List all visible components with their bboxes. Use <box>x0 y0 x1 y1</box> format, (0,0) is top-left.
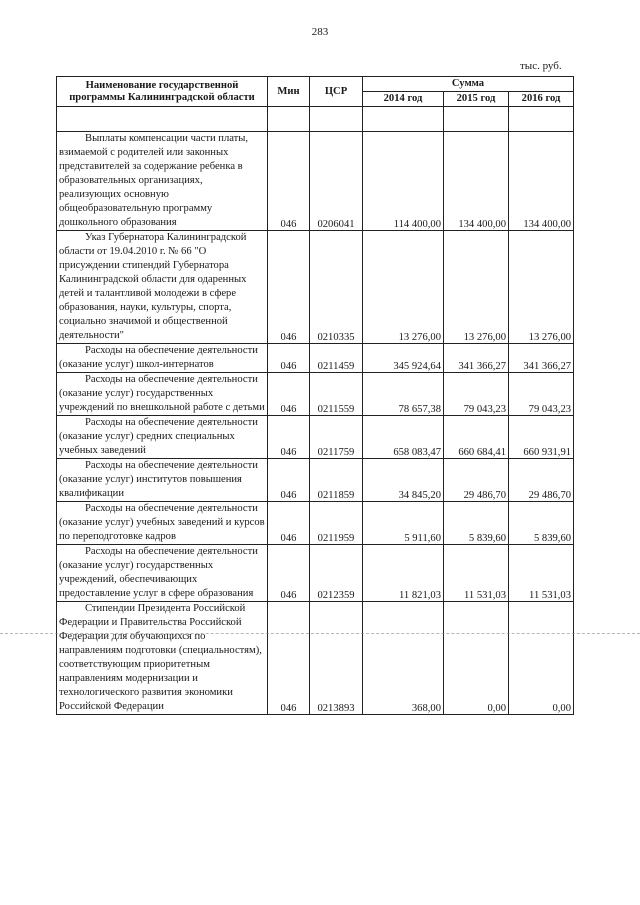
row-name-text: Расходы на обеспечение деятельности (оказание услуг) школ-интернатов <box>59 345 258 370</box>
table-row <box>57 502 574 545</box>
row-name-text: Стипендии Президента Российской Федерации и Правительства Российской Федерации для обучающихся по направлениям подготовки (специальностям), соответствующим приоритетным направлениям модернизации и технологического развития экономики Российской Федерации <box>59 603 262 712</box>
row-name-cell <box>57 502 268 545</box>
row-name-text: Указ Губернатора Калининградской области от 19.04.2010 г. № 66 "О присуждении стипендий Губернатора Калининградской области для одаренных детей и талантливой молодежи в сфере образования, науки, культуры, спорта, социально значимой и общественной деятельности" <box>59 232 247 341</box>
units-label: тыс. руб. <box>520 60 562 72</box>
table-body <box>57 107 574 715</box>
row-name-text: Расходы на обеспечение деятельности (оказание услуг) государственных учреждений, обеспечивающих предоставление услуг в сфере образования <box>59 546 258 599</box>
header-year-2014: 2014 год <box>363 92 444 107</box>
row-ministry-cell: 046 <box>268 545 310 602</box>
row-ministry-cell: 046 <box>268 373 310 416</box>
row-name-cell <box>57 459 268 502</box>
header-year-2015: 2015 год <box>444 92 509 107</box>
row-2016-cell: 11 531,03 <box>509 545 574 602</box>
scan-artifact-line <box>0 633 640 634</box>
row-csr-cell: 0211959 <box>310 502 363 545</box>
row-2014-cell: 13 276,00 <box>363 231 444 344</box>
header-year-2016: 2016 год <box>509 92 574 107</box>
row-2015-cell: 29 486,70 <box>444 459 509 502</box>
row-csr-cell: 0213893 <box>310 602 363 715</box>
table-row <box>57 344 574 373</box>
row-2015-cell: 13 276,00 <box>444 231 509 344</box>
row-name-text: Расходы на обеспечение деятельности (оказание услуг) учебных заведений и курсов по переподготовке кадров <box>59 503 265 542</box>
header-sum: Сумма <box>363 77 574 92</box>
table-row <box>57 459 574 502</box>
row-ministry-cell: 046 <box>268 231 310 344</box>
row-name-cell <box>57 545 268 602</box>
table-row <box>57 132 574 231</box>
row-csr-cell: 0211859 <box>310 459 363 502</box>
table-row <box>57 231 574 344</box>
row-2015-cell: 341 366,27 <box>444 344 509 373</box>
header-csr: ЦСР <box>310 77 363 107</box>
row-ministry-cell: 046 <box>268 416 310 459</box>
row-2016-cell: 341 366,27 <box>509 344 574 373</box>
header-name: Наименование государственной программы Калининградской области <box>57 77 268 107</box>
row-2016-cell: 5 839,60 <box>509 502 574 545</box>
row-csr-cell: 0206041 <box>310 132 363 231</box>
row-ministry-cell: 046 <box>268 344 310 373</box>
row-2014-cell: 11 821,03 <box>363 545 444 602</box>
row-ministry-cell: 046 <box>268 602 310 715</box>
row-2014-cell: 114 400,00 <box>363 132 444 231</box>
row-2016-cell: 13 276,00 <box>509 231 574 344</box>
row-name-text: Расходы на обеспечение деятельности (оказание услуг) государственных учреждений по внешкольной работе с детьми <box>59 374 265 413</box>
blank-row <box>57 107 574 132</box>
row-2014-cell: 368,00 <box>363 602 444 715</box>
row-csr-cell: 0210335 <box>310 231 363 344</box>
row-2015-cell: 11 531,03 <box>444 545 509 602</box>
row-2016-cell: 29 486,70 <box>509 459 574 502</box>
row-csr-cell: 0211559 <box>310 373 363 416</box>
row-name-text: Расходы на обеспечение деятельности (оказание услуг) институтов повышения квалификации <box>59 460 258 499</box>
row-2016-cell: 660 931,91 <box>509 416 574 459</box>
row-2015-cell: 0,00 <box>444 602 509 715</box>
row-2014-cell: 78 657,38 <box>363 373 444 416</box>
row-2016-cell: 134 400,00 <box>509 132 574 231</box>
row-2015-cell: 5 839,60 <box>444 502 509 545</box>
row-ministry-cell: 046 <box>268 502 310 545</box>
row-2014-cell: 34 845,20 <box>363 459 444 502</box>
row-csr-cell: 0211759 <box>310 416 363 459</box>
header-ministry: Мин <box>268 77 310 107</box>
row-name-cell <box>57 416 268 459</box>
row-name-cell <box>57 373 268 416</box>
row-name-text: Выплаты компенсации части платы, взимаемой с родителей или законных представителей за содержание ребенка в образовательных организациях, реализующих основную общеобразовательную программу дошкольного образования <box>59 133 249 228</box>
row-name-cell <box>57 344 268 373</box>
table-row <box>57 373 574 416</box>
row-ministry-cell: 046 <box>268 132 310 231</box>
row-2016-cell: 0,00 <box>509 602 574 715</box>
page-number: 283 <box>311 26 329 38</box>
row-2016-cell: 79 043,23 <box>509 373 574 416</box>
row-csr-cell: 0211459 <box>310 344 363 373</box>
row-name-cell <box>57 132 268 231</box>
table-row <box>57 416 574 459</box>
row-2014-cell: 658 083,47 <box>363 416 444 459</box>
row-csr-cell: 0212359 <box>310 545 363 602</box>
row-2014-cell: 5 911,60 <box>363 502 444 545</box>
row-name-text: Расходы на обеспечение деятельности (оказание услуг) средних специальных учебных заведений <box>59 417 258 456</box>
row-name-cell <box>57 602 268 715</box>
budget-table <box>56 76 574 715</box>
row-2014-cell: 345 924,64 <box>363 344 444 373</box>
table-row <box>57 545 574 602</box>
table-row <box>57 602 574 715</box>
row-2015-cell: 134 400,00 <box>444 132 509 231</box>
row-2015-cell: 79 043,23 <box>444 373 509 416</box>
row-name-cell <box>57 231 268 344</box>
row-2015-cell: 660 684,41 <box>444 416 509 459</box>
row-ministry-cell: 046 <box>268 459 310 502</box>
